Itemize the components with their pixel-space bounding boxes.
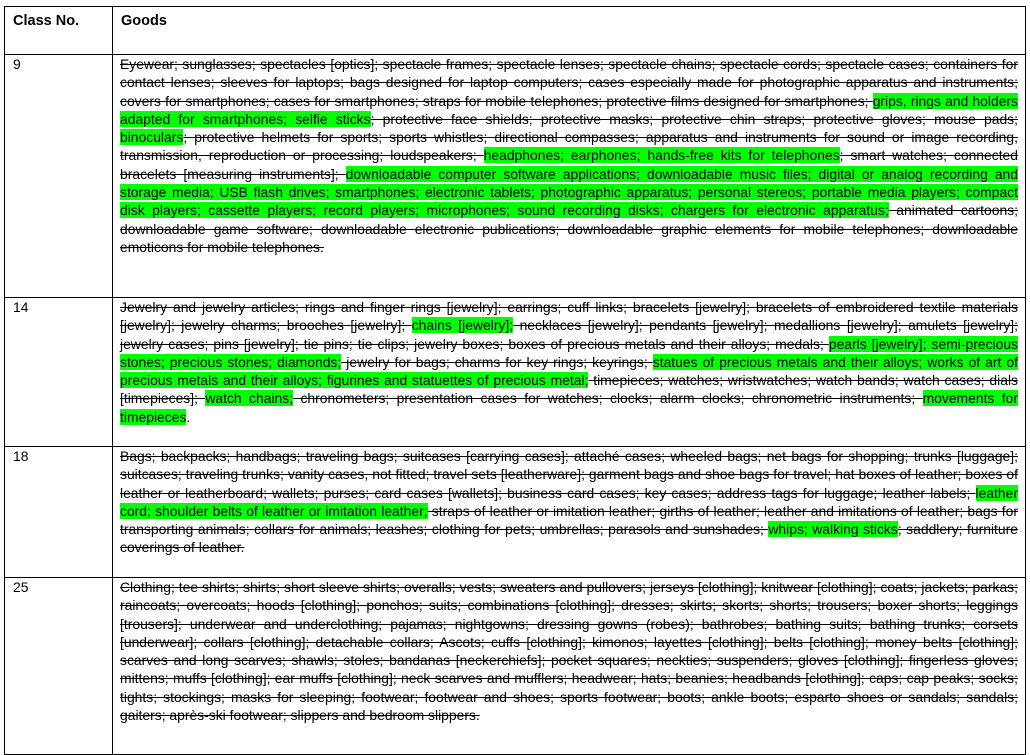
struck-goods-text: jewelry for bags; charms for key rings; keyrings;	[341, 353, 653, 370]
struck-goods-text: ; saddlery; furniture coverings of leather.	[120, 521, 1018, 556]
class-number: 14	[5, 298, 113, 447]
highlighted-goods-text: movements for timepieces	[120, 390, 1018, 425]
goods-description	[113, 298, 1026, 447]
struck-goods-text: Eyewear; sunglasses; spectacles [optics]; spectacle frames; spectacle lenses; spectacle chains; spectacle cords; spectacle cases; containers for contact lenses; sleeves for laptops; bags designed for laptop computers; cases especially made for photographic apparatus and instruments; covers for smartphones; cases for smartphones; straps for mobile telephones; protective films designed for smartphones;	[120, 56, 1018, 109]
table-row	[5, 447, 1026, 578]
highlighted-goods-text: pearls [jewelry]; semi-precious stones; precious stones; diamonds;	[120, 335, 1019, 370]
class-number: 25	[5, 578, 113, 755]
highlighted-goods-text: binoculars	[120, 129, 184, 146]
highlighted-goods-text: grips, rings and holders adapted for smartphones; selfie sticks	[120, 92, 1018, 127]
highlighted-goods-text: headphones; earphones; hands-free kits for telephones	[483, 147, 840, 164]
goods-description	[113, 447, 1026, 578]
highlighted-goods-text: downloadable computer software applications; downloadable music files; digital or analog recording and storage media; USB flash drives; smartphones; electronic tablets; photographic apparatus; personal stereos; portable media players; compact disk players; cassette players; record players; microphones; sound recording disks; chargers for electronic apparatus;	[120, 165, 1019, 219]
table-row	[5, 578, 1026, 755]
goods-description	[113, 578, 1026, 755]
struck-goods-text: Bags; backpacks; handbags; traveling bags; suitcases [carrying cases]; attaché cases; wheeled bags; net bags for shopping; trunks [luggage]; suitcases; traveling trunks; vanity cases, not fitted; travel sets [leatherware]; garment bags and shoe bags for travel; hat boxes of leather; boxes of leather or leatherboard; wallets; purses; card cases [wallets]; business card cases; key cases; address tags for luggage; leather labels;	[120, 448, 1018, 501]
goods-header: Goods	[113, 7, 1026, 55]
table-row	[5, 298, 1026, 447]
table-row	[5, 55, 1026, 298]
struck-goods-text: chronometers; presentation cases for watches; clocks; alarm clocks; chronometric instruments;	[293, 390, 923, 407]
table-header-row	[5, 7, 1026, 55]
struck-goods-text: Clothing; tee shirts; shirts; short sleeve shirts; overalls; vests; sweaters and pullovers; jerseys [clothing]; knitwear [clothing]; coats; jackets; parkas; raincoats; overcoats; hoods [clothing]; ponchos; suits; combinations [clothing]; dresses; skirts; skorts; shorts; trousers; boxer shorts; leggings [trousers]; underwear and underclothing; pajamas; nightgowns; dressing gowns (robes); bathrobes; bathing suits; bathing trunks; corsets [underwear]; collars [clothing]; detachable collars; Ascots; cuffs [clothing]; kimonos; layettes [clothing]; belts [clothing]; money belts [clothing]; scarves and long scarves; shawls; stoles; bandanas [neckerchiefs]; pocket squares; neckties; suspenders; gloves [clothing]; fingerless gloves; mittens; muffs [clothing]; ear muffs [clothing]; neck scarves and mufflers; headwear; hats; beanies; headbands [clothing]; caps; cap peaks; socks; tights; stockings; masks for sleeping; footwear; footwear and shoes; sports footwear; boots; ankle boots; esparto shoes or sandals; sandals; gaiters; après-ski footwear; slippers and bedroom slippers.	[120, 579, 1018, 724]
goods-description	[113, 55, 1026, 298]
goods-table	[4, 6, 1026, 755]
struck-goods-text: Jewelry and jewelry articles; rings and finger rings [jewelry]; earrings; cuff links; bracelets [jewelry]; bracelets of embroidered textile materials [jewelry]; jewelry charms; brooches [jewelry];	[120, 299, 1018, 334]
struck-goods-text: timepieces; watches; wristwatches; watch bands; watch cases; dials [timepieces];	[120, 372, 1018, 407]
class-number: 18	[5, 447, 113, 578]
struck-goods-text: ; smart watches; connected bracelets [measuring instruments];	[120, 147, 1018, 182]
struck-goods-text: straps of leather or imitation leather; girths of leather; leather and imitations of leather; bags for transporting animals; collars for animals; leashes; clothing for pets; umbrellas; parasols and sunshades;	[120, 502, 1018, 538]
class-no-header: Class No.	[5, 7, 113, 55]
struck-goods-text: animated cartoons; downloadable game software; downloadable electronic publications; downloadable graphic elements for mobile telephones; downloadable emoticons for mobile telephones.	[120, 202, 1018, 255]
struck-goods-text: necklaces [jewelry]; pendants [jewelry]; medallions [jewelry]; amulets [jewelry]; jewelry cases; pins [jewelry]; tie pins; tie clips; jewelry boxes; boxes of precious metals and their alloys; medals;	[120, 317, 1018, 352]
highlighted-goods-text: chains [jewelry];	[411, 317, 514, 334]
highlighted-goods-text: statues of precious metals and their alloys; works of art of precious metals and their alloys; figurines and statuettes of precious metal;	[120, 353, 1018, 389]
highlighted-goods-text: leather cord; shoulder belts of leather or imitation leather;	[120, 484, 1018, 519]
struck-goods-text: ; protective face shields; protective masks; protective chin straps; protective gloves; mouse pads;	[370, 110, 1018, 127]
class-number: 9	[5, 55, 113, 298]
struck-goods-text: ; protective helmets for sports; sports whistles; directional compasses; apparatus and instruments for sound or image recording, transmission, reproduction or processing; loudspeakers;	[120, 129, 1018, 164]
highlighted-goods-text: watch chains;	[205, 390, 294, 407]
highlighted-goods-text: whips; walking sticks	[768, 521, 898, 538]
goods-text: .	[186, 408, 191, 425]
